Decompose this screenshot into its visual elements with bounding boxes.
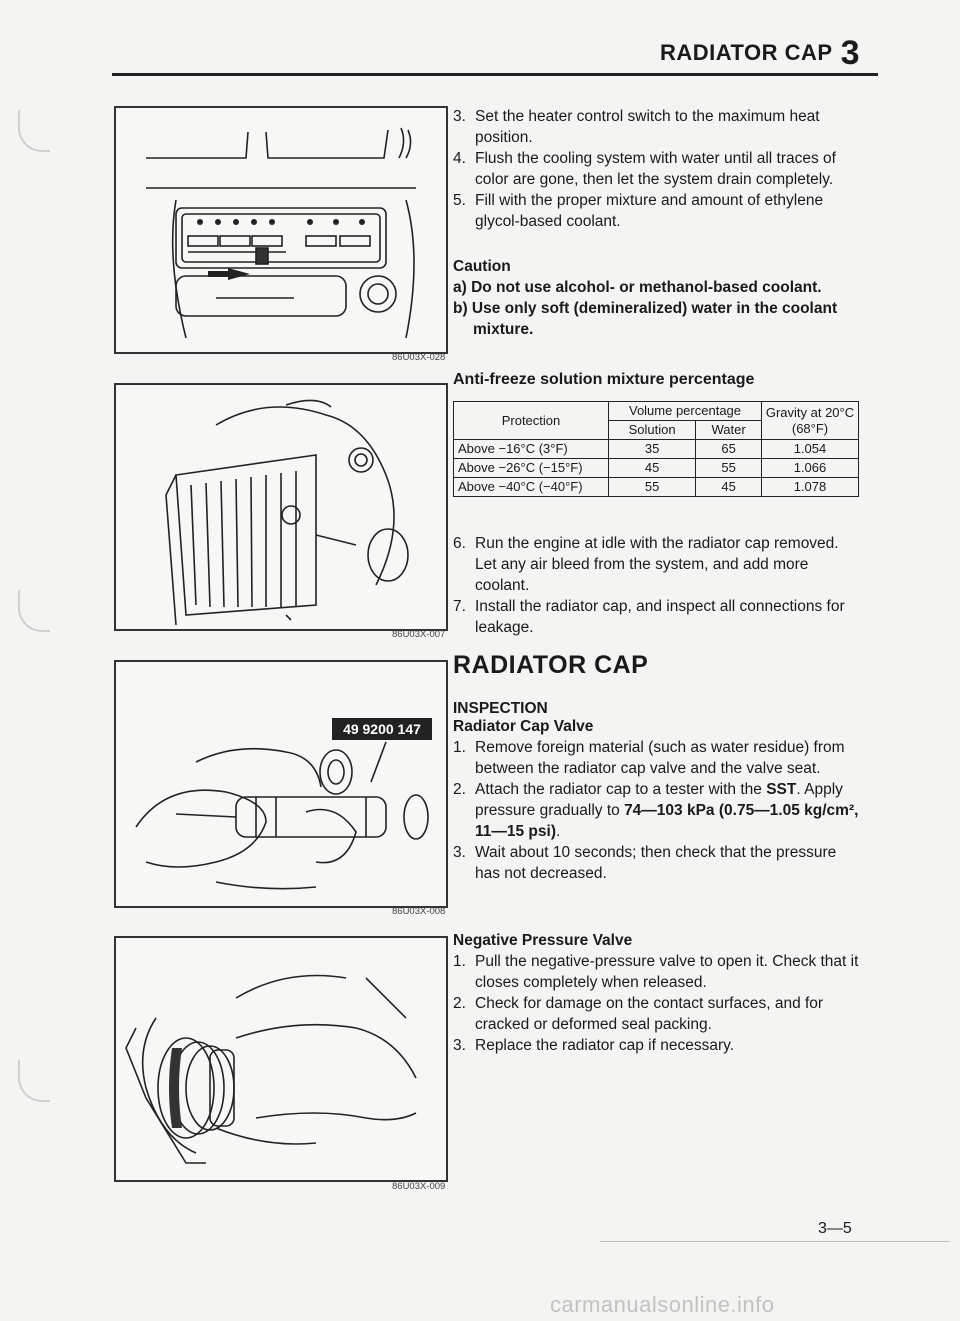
negative-valve-illustration	[116, 938, 446, 1180]
step-item	[453, 779, 861, 842]
header-gravity: Gravity at 20°C (68°F)	[762, 402, 859, 440]
header-solution: Solution	[609, 421, 696, 440]
step-number: 7.	[453, 598, 466, 615]
step-text-mid: . Apply pressure gradually to	[475, 781, 843, 819]
cap-tester-illustration	[116, 662, 446, 906]
negative-valve-heading: Negative Pressure Valve	[453, 932, 633, 949]
caution-item-a: a) Do not use alcohol- or methanol-based coolant.	[453, 279, 822, 296]
figure-id: 86U03X-028	[392, 352, 446, 363]
step-text: Pull the negative-pressure valve to open it. Check that it closes completely when released.	[475, 953, 859, 991]
radiator-cap-valve-heading: Radiator Cap Valve	[453, 718, 594, 735]
step-number: 3.	[453, 844, 466, 861]
header-rule	[112, 73, 878, 76]
cell-protection: Above −16°C (3°F)	[454, 440, 609, 459]
sst-label: 49 9200 147	[343, 721, 421, 737]
step-number: 2.	[453, 781, 466, 798]
step-text-pre: Attach the radiator cap to a tester with the	[475, 781, 767, 798]
cell-solution: 55	[609, 478, 696, 497]
step-text: Wait about 10 seconds; then check that the pressure has not decreased.	[475, 844, 837, 882]
step-number: 3.	[453, 108, 466, 125]
step-number: 2.	[453, 995, 466, 1012]
radiator-engine-illustration	[116, 385, 446, 629]
antifreeze-table-wrap	[453, 401, 861, 497]
step-item	[453, 993, 861, 1035]
step-item	[453, 596, 861, 638]
figure-id: 86U03X-008	[392, 906, 446, 917]
caution-title: Caution	[453, 258, 511, 275]
step-text: Remove foreign material (such as water residue) from between the radiator cap valve and the valve seat.	[475, 739, 845, 777]
step-item	[453, 737, 861, 779]
section-title: RADIATOR CAP	[453, 651, 649, 679]
step-number: 5.	[453, 192, 466, 209]
binder-mark	[18, 110, 50, 152]
cell-gravity: 1.078	[762, 478, 859, 497]
watermark: carmanualsonline.info	[550, 1292, 775, 1317]
step-text: Set the heater control switch to the maximum heat position.	[475, 108, 820, 146]
header-title: RADIATOR CAP	[659, 40, 833, 65]
header-protection: Protection	[454, 402, 609, 440]
binder-mark	[18, 590, 50, 632]
table-row	[454, 478, 859, 497]
step-item	[453, 533, 861, 596]
step-item	[453, 951, 861, 993]
step-text: Fill with the proper mixture and amount of ethylene glycol-based coolant.	[475, 192, 824, 230]
figure-radiator-engine	[114, 383, 448, 631]
figure-cap-tester	[114, 660, 448, 908]
step-text: Install the radiator cap, and inspect all connections for leakage.	[475, 598, 845, 636]
cell-gravity: 1.066	[762, 459, 859, 478]
step-text: Run the engine at idle with the radiator cap removed. Let any air bleed from the system, and add more coolant.	[475, 535, 839, 594]
chapter-number: 3	[840, 34, 860, 72]
step-item	[453, 190, 861, 232]
procedure-steps-6-7	[453, 533, 861, 638]
page-number: 3—5	[818, 1220, 852, 1237]
step-number: 4.	[453, 150, 466, 167]
step-item	[453, 1035, 861, 1056]
step-number: 3.	[453, 1037, 466, 1054]
antifreeze-table	[453, 401, 859, 497]
cell-solution: 45	[609, 459, 696, 478]
cell-protection: Above −26°C (−15°F)	[454, 459, 609, 478]
caution-item-b: b) Use only soft (demineralized) water in the coolant mixture.	[453, 300, 838, 338]
cell-protection: Above −40°C (−40°F)	[454, 478, 609, 497]
table-row	[454, 440, 859, 459]
inspection-heading: INSPECTION	[453, 700, 548, 717]
antifreeze-title: Anti-freeze solution mixture percentage	[453, 371, 755, 388]
procedure-steps-3-5	[453, 106, 861, 232]
figure-negative-valve	[114, 936, 448, 1182]
caution-block	[453, 256, 861, 340]
step-text: Flush the cooling system with water until all traces of color are gone, then let the system drain completely.	[475, 150, 836, 188]
radiator-cap-valve-steps	[453, 737, 861, 884]
sst-reference: SST	[766, 781, 797, 798]
cell-water: 45	[696, 478, 762, 497]
step-text: Replace the radiator cap if necessary.	[475, 1037, 735, 1054]
cell-water: 65	[696, 440, 762, 459]
step-item	[453, 106, 861, 148]
step-item	[453, 148, 861, 190]
negative-valve-steps	[453, 951, 861, 1056]
step-number: 1.	[453, 953, 466, 970]
step-number: 6.	[453, 535, 466, 552]
step-item	[453, 842, 861, 884]
table-row	[454, 459, 859, 478]
page-rule	[600, 1241, 950, 1242]
step-text-post: .	[556, 823, 561, 840]
figure-id: 86U03X-007	[392, 629, 446, 640]
page-header	[659, 30, 860, 72]
figure-heater-control	[114, 106, 448, 354]
figure-id: 86U03X-009	[392, 1181, 446, 1192]
cell-water: 55	[696, 459, 762, 478]
header-volume: Volume percentage	[609, 402, 762, 421]
header-water: Water	[696, 421, 762, 440]
cell-solution: 35	[609, 440, 696, 459]
binder-mark	[18, 1060, 50, 1102]
heater-control-illustration	[116, 108, 446, 352]
step-number: 1.	[453, 739, 466, 756]
step-text: Check for damage on the contact surfaces, and for cracked or deformed seal packing.	[475, 995, 824, 1033]
pressure-spec: 74—103 kPa (0.75—1.05 kg/cm², 11—15 psi)	[475, 802, 859, 840]
cell-gravity: 1.054	[762, 440, 859, 459]
